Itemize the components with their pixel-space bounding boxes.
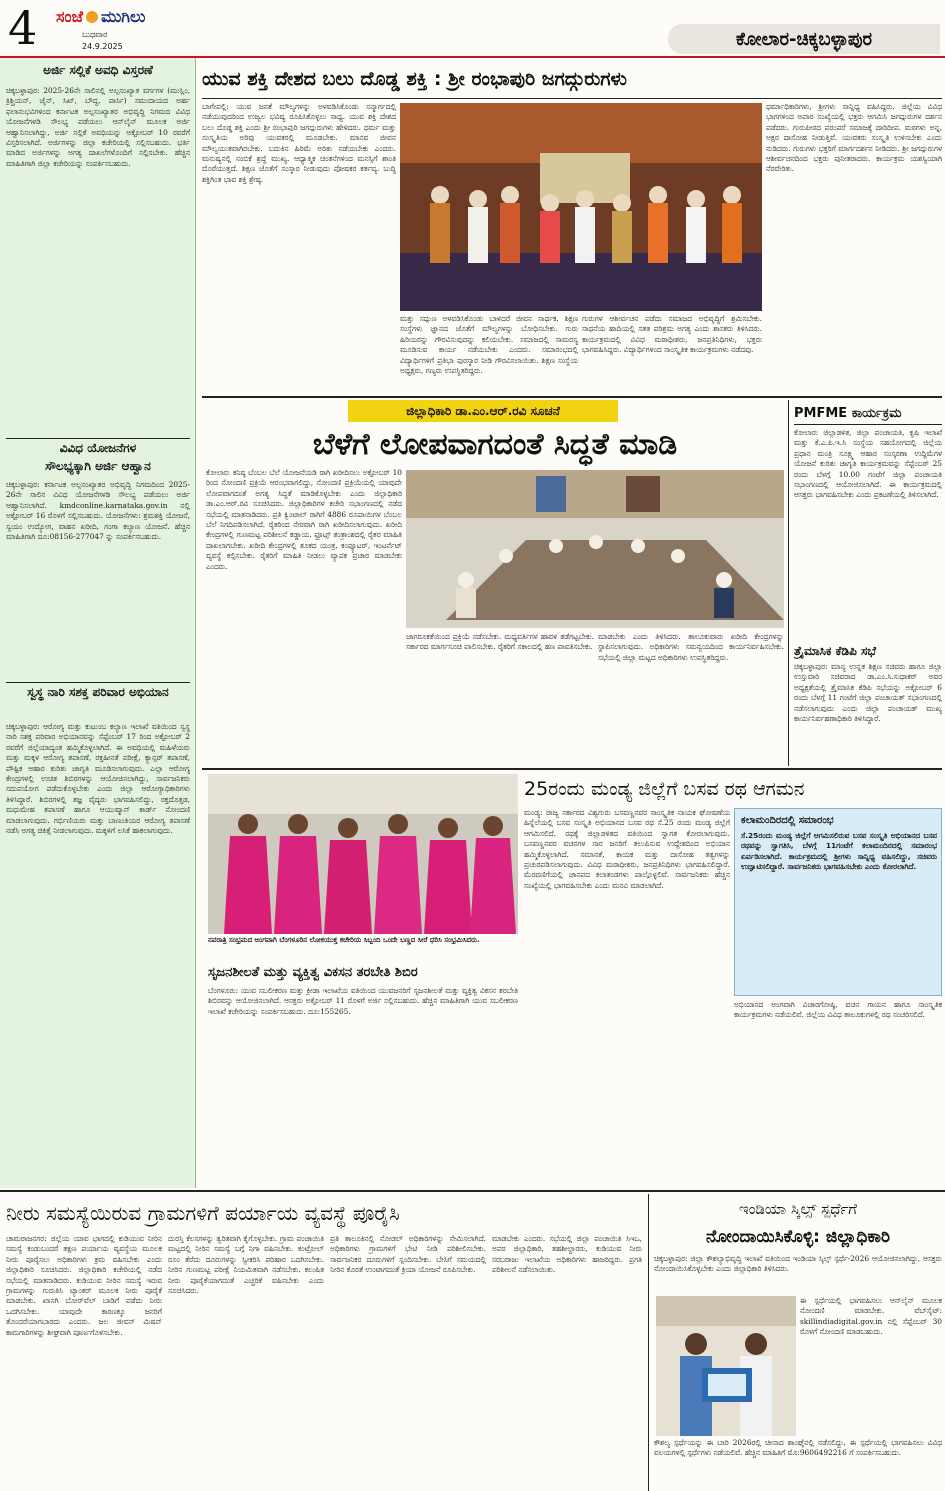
top-story-col-4 xyxy=(606,314,607,315)
sidebar-article-2-title-1: ವಿವಿಧ ಯೋಜನೆಗಳ xyxy=(59,442,137,455)
sidebar-article-1-body: ಚಿಕ್ಕಬಳ್ಳಾಪುರ: 2025-26ನೇ ಸಾಲಿನಲ್ಲಿ ಅಲ್ಪಸಂಖ್ಯಾತ ವರ್ಗಗಳ (ಮುಸ್ಲಿಂ, ಕ್ರಿಶ್ಚಿಯನ್, ಜೈನ್, ಸಿಖ್, ಬೌದ್ಧ, ಪಾರ್ಸಿ) ಸಮುದಾಯದ ಅರ್ಹ ಫಲಾನುಭವಿಗಳಿಂದ ಕರ್ನಾಟಕ ಅಲ್ಪಸಂಖ್ಯಾತರ ಅಭಿವೃದ್ಧಿ ನಿಗಮದ ವಿವಿಧ ಯೋಜನೆಗಳಡಿ ಸೌಲಭ್ಯ ಪಡೆಯಲು ಆನ್‌ಲೈನ್ ಮೂಲಕ ಅರ್ಜಿ ಆಹ್ವಾನಿಸಲಾಗಿದ್ದು, ಅರ್ಜಿ ಸಲ್ಲಿಕೆ ಅವಧಿಯನ್ನು ಅಕ್ಟೋಬರ್ 10 ರವರೆಗೆ ವಿಸ್ತರಿಸಲಾಗಿದೆ. ಅರ್ಜಿಗಳನ್ನು ಜಿಲ್ಲಾ ಕಚೇರಿಯಲ್ಲಿ ಸಲ್ಲಿಸಬಹುದು. ಭರ್ತಿ ಮಾಡಿದ ಅರ್ಜಿಗಳನ್ನು ಅಗತ್ಯ ದಾಖಲೆಗಳೊಂದಿಗೆ ಸಲ್ಲಿಸಬೇಕು. ಹೆಚ್ಚಿನ ಮಾಹಿತಿಗಾಗಿ ಜಿಲ್ಲಾ ಕಚೇರಿಯನ್ನು ಸಂಪರ್ಕಿಸಬಹುದು. xyxy=(6,86,190,168)
water-col-1: ಚಾಮರಾಜನಗರ: ಜಿಲ್ಲೆಯ ಯಾವ ಭಾಗದಲ್ಲಿ ಕುಡಿಯುವ ನೀರಿನ ಸಮಸ್ಯೆ ಕಂಡುಬಂದರೆ ತಕ್ಷಣ ಪರ್ಯಾಯ ವ್ಯವಸ್ಥೆಯ ಮೂಲಕ ನೀರು ಪೂರೈಸಲು ಅಧಿಕಾರಿಗಳು ಕ್ರಮ ವಹಿಸಬೇಕು ಎಂದು ಜಿಲ್ಲಾಧಿಕಾರಿ ಸೂಚಿಸಿದರು. ಜಿಲ್ಲಾಧಿಕಾರಿ ಕಚೇರಿಯಲ್ಲಿ ನಡೆದ ಸಭೆಯಲ್ಲಿ ಮಾತನಾಡಿದರು. ಕುಡಿಯುವ ನೀರಿನ ಸಮಸ್ಯೆ ಇರುವ ಗ್ರಾಮಗಳನ್ನು ಗುರುತಿಸಿ ಟ್ಯಾಂಕರ್ ಮೂಲಕ ನೀರು ಪೂರೈಕೆ ಮಾಡಬೇಕು. ಖಾಸಗಿ ಬೋರ್‌ವೆಲ್ ಬಾಡಿಗೆ ಪಡೆದು ನೀರು ಒದಗಿಸಬೇಕು. ಯಾವುದೇ ಕಾರಣಕ್ಕೂ ಜನರಿಗೆ ತೊಂದರೆಯಾಗಬಾರದು ಎಂದರು. ಜಲ ಜೀವನ್ ಮಿಷನ್ ಕಾಮಗಾರಿಗಳನ್ನು ಶೀಘ್ರವಾಗಿ ಪೂರ್ಣಗೊಳಿಸಬೇಕು. xyxy=(6,1234,162,1337)
top-story-photo xyxy=(400,103,762,311)
top-story-rule xyxy=(202,98,942,99)
basava-box-title: ಕಲಾಮಂದಿರದಲ್ಲಿ ಸಮಾರಂಭ xyxy=(741,815,834,826)
sidebar-article-2-title-2: ಸೌಲಭ್ಯಕ್ಕಾಗಿ ಅರ್ಜಿ ಆಹ್ವಾನ xyxy=(45,460,151,473)
left-sidebar xyxy=(0,58,196,1188)
sidebar-article-2-body: ಚಿಕ್ಕಬಳ್ಳಾಪುರ: ಕರ್ನಾಟಕ ಅಲ್ಪಸಂಖ್ಯಾತರ ಅಭಿವೃದ್ಧಿ ನಿಗಮದಿಂದ 2025-26ನೇ ಸಾಲಿನ ವಿವಿಧ ಯೋಜನೆಗಳಡಿ ಸೌಲಭ್ಯ ಪಡೆಯಲು ಅರ್ಜಿ ಆಹ್ವಾನಿಸಲಾಗಿದೆ. kmdconline.karnataka.gov.in ನಲ್ಲಿ ಅಕ್ಟೋಬರ್ 16 ರೊಳಗೆ ಸಲ್ಲಿಸಬಹುದು. ಯೋಜನೆಗಳು: ಶ್ರಮಶಕ್ತಿ ಯೋಜನೆ, ಸ್ವಯಂ ಉದ್ಯೋಗ, ವಾಹನ ಖರೀದಿ, ಗಂಗಾ ಕಲ್ಯಾಣ ಯೋಜನೆ. ಹೆಚ್ಚಿನ ಮಾಹಿತಿಗಾಗಿ ದೂ:08156-277047 ನ್ನು ಸಂಪರ್ಕಿಸಬಹುದು. xyxy=(6,480,190,542)
bottom-band-rule xyxy=(0,1190,945,1192)
basava-body: ಮಂಡ್ಯ: ರಾಜ್ಯ ಸರ್ಕಾರದ ವಿಶ್ವಗುರು ಬಸವಣ್ಣನವರ ಸಾಂಸ್ಕೃತಿಕ ನಾಯಕ ಘೋಷಣೆಯ ಹಿನ್ನೆಲೆಯಲ್ಲಿ ಬಸವ ಸಂಸ್ಕೃತಿ ಅಭಿಯಾನದ ಬಸವ ರಥ ಸೆ.25 ರಂದು ಮಂಡ್ಯ ಜಿಲ್ಲೆಗೆ ಆಗಮಿಸಲಿದೆ. ರಥಕ್ಕೆ ಜಿಲ್ಲಾಡಳಿತದ ವತಿಯಿಂದ ಸ್ವಾಗತ ಕೋರಲಾಗುವುದು. ಬಸವಣ್ಣನವರ ವಚನಗಳ ಸಾರ ಜನರಿಗೆ ತಲುಪಿಸುವ ಉದ್ದೇಶದಿಂದ ಅಭಿಯಾನ ಹಮ್ಮಿಕೊಳ್ಳಲಾಗಿದೆ. ಸಮಾನತೆ, ಕಾಯಕ ಮತ್ತು ದಾಸೋಹ ತತ್ವಗಳನ್ನು ಪ್ರಚುರಪಡಿಸಲಾಗುವುದು. ವಿವಿಧ ಮಠಾಧೀಶರು, ಜನಪ್ರತಿನಿಧಿಗಳು ಭಾಗವಹಿಸಲಿದ್ದಾರೆ. ಮೆರವಣಿಗೆಯಲ್ಲಿ ಜಾನಪದ ಕಲಾತಂಡಗಳು ಪಾಲ್ಗೊಳ್ಳಲಿವೆ. ಸಾರ್ವಜನಿಕರು ಹೆಚ್ಚಿನ ಸಂಖ್ಯೆಯಲ್ಲಿ ಭಾಗವಹಿಸಬೇಕು ಎಂದು ಮನವಿ ಮಾಡಲಾಗಿದೆ. xyxy=(524,808,730,890)
dc-story-col-3: ಮಾಡಬೇಕು ಎಂದು ತಿಳಿಸಿದರು. ತಾಲೂಕುವಾರು ಖರೀದಿ ಕೇಂದ್ರಗಳನ್ನು ಸ್ಥಾಪಿಸಲಾಗುವುದು. ಅಧಿಕಾರಿಗಳು ಸಮನ್ವಯದಿಂದ ಕಾರ್ಯನಿರ್ವಹಿಸಬೇಕು. ಸಭೆಯಲ್ಲಿ ಜಿಲ್ಲಾ ಮಟ್ಟದ ಅಧಿಕಾರಿಗಳು ಉಪಸ್ಥಿತರಿದ್ದರು. xyxy=(598,632,784,662)
navaratri-caption: ನವರಾತ್ರಿ ಸಂಭ್ರಮದ ಅಂಗವಾಗಿ ಬೆಂಗಳೂರಿನ ಲೋಕಯುಕ್ತ ಕಚೇರಿಯ ಸಿಬ್ಬಂದಿ ಒಂದೇ ಬಣ್ಣದ ಸೀರೆ ಧರಿಸಿ ಸಂಭ್ರಮಿಸಿದರು. xyxy=(208,936,480,944)
sidebar-article-3-body: ಚಿಕ್ಕಬಳ್ಳಾಪುರ: ಆರೋಗ್ಯ ಮತ್ತು ಕುಟುಂಬ ಕಲ್ಯಾಣ ಇಲಾಖೆ ವತಿಯಿಂದ ಸ್ವಸ್ಥ ನಾರಿ ಸಶಕ್ತ ಪರಿವಾರ ಅಭಿಯಾನವನ್ನು ಸೆಪ್ಟೆಂಬರ್ 17 ರಿಂದ ಅಕ್ಟೋಬರ್ 2 ರವರೆಗೆ ಜಿಲ್ಲೆಯಾದ್ಯಂತ ಹಮ್ಮಿಕೊಳ್ಳಲಾಗಿದೆ. ಈ ಅವಧಿಯಲ್ಲಿ ಮಹಿಳೆಯರು ಮತ್ತು ಮಕ್ಕಳ ಆರೋಗ್ಯ ತಪಾಸಣೆ, ರಕ್ತಹೀನತೆ ಪರೀಕ್ಷೆ, ಕ್ಯಾನ್ಸರ್ ತಪಾಸಣೆ, ಪೌಷ್ಟಿಕ ಆಹಾರ ಕುರಿತು ಜಾಗೃತಿ ಮೂಡಿಸಲಾಗುವುದು. ಎಲ್ಲಾ ಆರೋಗ್ಯ ಕೇಂದ್ರಗಳಲ್ಲಿ ಉಚಿತ ಶಿಬಿರಗಳನ್ನು ಆಯೋಜಿಸಲಾಗಿದ್ದು, ಸಾರ್ವಜನಿಕರು ಸದುಪಯೋಗ ಪಡೆದುಕೊಳ್ಳಬೇಕು ಎಂದು ಜಿಲ್ಲಾ ಆರೋಗ್ಯಾಧಿಕಾರಿಗಳು ತಿಳಿಸಿದ್ದಾರೆ. ಶಿಬಿರಗಳಲ್ಲಿ ತಜ್ಞ ವೈದ್ಯರು ಭಾಗವಹಿಸಲಿದ್ದು, ರಕ್ತದೊತ್ತಡ, ಮಧುಮೇಹ ತಪಾಸಣೆ ಹಾಗೂ ಆಯುಷ್ಮಾನ್ ಕಾರ್ಡ್ ನೋಂದಣಿ ಮಾಡಲಾಗುವುದು. ಗರ್ಭಿಣಿಯರು ಮತ್ತು ಬಾಣಂತಿಯರ ಆರೋಗ್ಯ ತಪಾಸಣೆ ನಡೆಸಿ ಅಗತ್ಯ ಚಿಕಿತ್ಸೆ ನೀಡಲಾಗುವುದು. ಮಕ್ಕಳಿಗೆ ಲಸಿಕೆ ಹಾಕಲಾಗುವುದು. xyxy=(6,722,190,836)
basava-headline: 25ರಂದು ಮಂಡ್ಯ ಜಿಲ್ಲೆಗೆ ಬಸವ ರಥ ಆಗಮನ xyxy=(524,778,805,800)
sidebar-article-1-title: ಅರ್ಜಿ ಸಲ್ಲಿಕೆ ಅವಧಿ ವಿಸ್ತರಣೆ xyxy=(43,64,153,77)
kdp-title: ತ್ರೈಮಾಸಿಕ ಕೆಡಿಪಿ ಸಭೆ xyxy=(794,644,876,658)
water-col-3: ಪ್ರತಿ ತಾಲೂಕಿನಲ್ಲಿ ನೋಡಲ್ ಅಧಿಕಾರಿಗಳನ್ನು ನೇಮಿಸಲಾಗಿದೆ. ಅಧಿಕಾರಿಗಳು ಗ್ರಾಮಗಳಿಗೆ ಭೇಟಿ ನೀಡಿ ಪರಿಶೀಲಿಸಬೇಕು. ಸಾರ್ವಜನಿಕರ ದೂರುಗಳಿಗೆ ಸ್ಪಂದಿಸಬೇಕು. ಬೇಸಿಗೆ ಸಮಯದಲ್ಲಿ ನೀರಿನ ಕೊರತೆ ಉಂಟಾಗದಂತೆ ಕ್ರಿಯಾ ಯೋಜನೆ ರೂಪಿಸಬೇಕು. xyxy=(330,1234,486,1275)
skills-intro: ಚಿಕ್ಕಬಳ್ಳಾಪುರ: ಜಿಲ್ಲಾ ಕೌಶಲ್ಯಾಭಿವೃದ್ಧಿ ಇಲಾಖೆ ವತಿಯಿಂದ ಇಂಡಿಯಾ ಸ್ಕಿಲ್ಸ್ ಸ್ಪರ್ಧೆ-2026 ಆಯೋಜಿಸಲಾಗಿದ್ದು, ಆಸಕ್ತರು ನೋಂದಾಯಿಸಿಕೊಳ್ಳಬೇಕು ಎಂದು ಜಿಲ್ಲಾಧಿಕಾರಿ ತಿಳಿಸಿದರು. xyxy=(654,1254,942,1274)
logo-part-1: ಸಂಜೆ xyxy=(56,7,83,26)
top-story-col-2: ಮತ್ತು ಸದ್ಗುಣ ಅಳವಡಿಸಿಕೊಂಡು ಬಾಳಿದರೆ ಜೀವನ ಸಾರ್ಥಕ. ಶಿಕ್ಷಣ ಸಂಸ್ಥೆಗಳು ಜ್ಞಾನದ ಜೊತೆಗೆ ಮೌಲ್ಯಗಳನ್ನು ಬೋಧಿಸಬೇಕು. ಗುರು ಹಿರಿಯರನ್ನು ಗೌರವಿಸುವುದನ್ನು ಕಲಿಯಬೇಕು. ಸಮಾಜದಲ್ಲಿ ಸಾಮರಸ್ಯ ಮೂಡಿಸುವ ಕಾರ್ಯ ನಡೆಯಬೇಕು ಎಂದರು. ಸಮಾರಂಭದಲ್ಲಿ ವಿದ್ಯಾರ್ಥಿಗಳಿಗೆ ಪ್ರತಿಭಾ ಪುರಸ್ಕಾರ ನೀಡಿ ಗೌರವಿಸಲಾಯಿತು. ಶಿಕ್ಷಣ ಸಂಸ್ಥೆಯ ಅಧ್ಯಕ್ಷರು, ಗಣ್ಯರು ಉಪಸ್ಥಿತರಿದ್ದರು. xyxy=(400,314,578,376)
skills-photo xyxy=(656,1296,796,1436)
dc-story-col-1: ಕೋಲಾರ: ಕನಿಷ್ಠ ಬೆಂಬಲ ಬೆಲೆ ಯೋಜನೆಯಡಿ ರಾಗಿ ಖರೀದಿಸಲು ಅಕ್ಟೋಬರ್ 10 ರಿಂದ ನೋಂದಣಿ ಪ್ರಕ್ರಿಯೆ ಆರಂಭವಾಗಲಿದ್ದು, ನೋಂದಣಿ ಪ್ರಕ್ರಿಯೆಯಲ್ಲಿ ಯಾವುದೇ ಲೋಪವಾಗದಂತೆ ಅಗತ್ಯ ಸಿದ್ಧತೆ ಮಾಡಿಕೊಳ್ಳಬೇಕು ಎಂದು ಜಿಲ್ಲಾಧಿಕಾರಿ ಡಾ.ಎಂ.ಆರ್.ರವಿ ಸೂಚಿಸಿದರು. ಜಿಲ್ಲಾಧಿಕಾರಿಗಳ ಕಚೇರಿ ಸಭಾಂಗಣದಲ್ಲಿ ನಡೆದ ಸಭೆಯಲ್ಲಿ ಮಾತನಾಡಿದರು. ಪ್ರತಿ ಕ್ವಿಂಟಾಲ್ ರಾಗಿಗೆ 4886 ರೂಪಾಯಿಗಳ ಬೆಂಬಲ ಬೆಲೆ ನಿಗದಿಪಡಿಸಲಾಗಿದೆ. ರೈತರಿಂದ ನೇರವಾಗಿ ರಾಗಿ ಖರೀದಿಸಲಾಗುವುದು. ಖರೀದಿ ಕೇಂದ್ರಗಳಲ್ಲಿ ಗುಣಮಟ್ಟ ಪರಿಶೀಲನೆ ಕಡ್ಡಾಯ. ಫ್ರೂಟ್ಸ್ ತಂತ್ರಾಂಶದಲ್ಲಿ ರೈತರ ಮಾಹಿತಿ ದಾಖಲಾಗಬೇಕು. ಖರೀದಿ ಕೇಂದ್ರಗಳಲ್ಲಿ ತೂಕದ ಯಂತ್ರ, ಕಂಪ್ಯೂಟರ್, ಇಂಟರ್ನೆಟ್ ವ್ಯವಸ್ಥೆ ಕಲ್ಪಿಸಬೇಕು. ರೈತರಿಗೆ ಮಾಹಿತಿ ನೀಡಲು ವ್ಯಾಪಕ ಪ್ರಚಾರ ಮಾಡಬೇಕು ಎಂದರು. xyxy=(206,468,402,571)
section-banner: ಕೋಲಾರ-ಚಿಕ್ಕಬಳ್ಳಾಪುರ xyxy=(668,24,940,54)
masthead-logo xyxy=(56,4,236,30)
dc-meeting-photo xyxy=(406,470,784,628)
dc-story-col-2: ಜಾಗರೂಕತೆಯಿಂದ ಪ್ರಕ್ರಿಯೆ ನಡೆಸಬೇಕು. ಮಧ್ಯವರ್ತಿಗಳ ಹಾವಳಿ ತಡೆಗಟ್ಟಬೇಕು. ಸರ್ಕಾರದ ಮಾರ್ಗಸೂಚಿ ಪಾಲಿಸಬೇಕು. ರೈತರಿಗೆ ಸಕಾಲದಲ್ಲಿ ಹಣ ಪಾವತಿಸಬೇಕು. xyxy=(406,632,594,652)
skills-side: ಈ ಸ್ಪರ್ಧೆಯಲ್ಲಿ ಭಾಗವಹಿಸಲು ಆನ್‌ಲೈನ್ ಮೂಲಕ ನೋಂದಣಿ ಮಾಡಬೇಕು. ವೆಬ್‌ಸೈಟ್: skillindiadigital.gov.in ನಲ್ಲಿ ಸೆಪ್ಟೆಂಬರ್ 30 ರೊಳಗೆ ನೋಂದಣಿ ಮಾಡಬಹುದು. xyxy=(800,1296,942,1337)
basava-box xyxy=(734,808,942,996)
skills-headline-2: ನೋಂದಾಯಿಸಿಕೊಳ್ಳಿ: ಜಿಲ್ಲಾಧಿಕಾರಿ xyxy=(706,1227,890,1247)
top-story-col-5: ಧರ್ಮಾಧಿಕಾರಿಗಳು, ಶ್ರೀಗಳು ಸಾನ್ನಿಧ್ಯ ವಹಿಸಿದ್ದರು. ಜಿಲ್ಲೆಯ ವಿವಿಧ ಭಾಗಗಳಿಂದ ಅಪಾರ ಸಂಖ್ಯೆಯಲ್ಲಿ ಭಕ್ತರು ಆಗಮಿಸಿ ಜಗದ್ಗುರುಗಳ ದರ್ಶನ ಪಡೆದರು. ಗುರುಪೀಠದ ಪರಂಪರೆ ಸಮಾಜಕ್ಕೆ ದಾರಿದೀಪ. ಮಠಗಳು ಅನ್ನ, ಅಕ್ಷರ ದಾಸೋಹ ನೀಡುತ್ತಿವೆ. ಯುವಕರು ಸಂಸ್ಕೃತಿ ಉಳಿಸಬೇಕು ಎಂದು ನುಡಿದರು. ಗುರುಗಳು ಭಕ್ತರಿಗೆ ಮಾರ್ಗದರ್ಶನ ನೀಡಿದರು. ಶ್ರೀ ಜಗದ್ಗುರುಗಳ ಆಶೀರ್ವಚನದಿಂದ ಭಕ್ತರು ಪುನೀತರಾದರು. ಕಾರ್ಯಕ್ರಮ ಯಶಸ್ವಿಯಾಗಿ ನೆರವೇರಿತು. xyxy=(766,102,942,174)
dc-story-tag: ಜಿಲ್ಲಾಧಿಕಾರಿ ಡಾ.ಎಂ.ಆರ್.ರವಿ ಸೂಚನೆ xyxy=(348,400,618,422)
skills-bottom: ಕೌಶಲ್ಯ ಸ್ಪರ್ಧೆಯನ್ನು ಈ ಬಾರಿ 2026ರಲ್ಲಿ ಚೀನಾದ ಶಾಂಘೈನಲ್ಲಿ ನಡೆಸಲಿದ್ದು, ಈ ಸ್ಪರ್ಧೆಯಲ್ಲಿ ಭಾಗವಹಿಸಲು ವಿವಿಧ ವಲಯಗಳಲ್ಲಿ ಸ್ಪರ್ಧೆಗಳು ನಡೆಯಲಿವೆ. ಹೆಚ್ಚಿನ ಮಾಹಿತಿಗೆ ಮೊ:9606492216 ಗೆ ಸಂಪರ್ಕಿಸಬಹುದು. xyxy=(654,1438,942,1458)
dc-story-right-rule xyxy=(788,400,789,766)
top-story-col-1: ಬಾಗೇಪಲ್ಲಿ: ಯುವ ಜನತೆ ಮೌಲ್ಯಗಳನ್ನು ಅಳವಡಿಸಿಕೊಂಡು ಸನ್ಮಾರ್ಗದಲ್ಲಿ ನಡೆಯುವುದರಿಂದ ಉಜ್ವಲ ಭವಿಷ್ಯ ರೂಪಿಸಿಕೊಳ್ಳಲು ಸಾಧ್ಯ. ಯುವ ಶಕ್ತಿ ದೇಶದ ಬಲು ದೊಡ್ಡ ಶಕ್ತಿ ಎಂದು ಶ್ರೀ ರಂಭಾಪುರಿ ಜಗದ್ಗುರುಗಳು ಹೇಳಿದರು. ಧರ್ಮ ಮತ್ತು ಸಂಸ್ಕೃತಿಯ ಅರಿವು ಯುವಕರಲ್ಲಿ ಮೂಡಬೇಕು. ಮಾನವ ಜೀವನ ಮೌಲ್ಯಯುತವಾಗಿರಬೇಕು. ಬದುಕಿನ ಹಿರಿಮೆ ಅರಿತು ನಡೆಯಬೇಕು ಎಂದರು. ಮನುಷ್ಯನಲ್ಲಿ ನಂಬಿಕೆ ಶ್ರದ್ಧೆ ಮುಖ್ಯ. ಆಧ್ಯಾತ್ಮಿಕ ಚಿಂತನೆಗಳಿಂದ ಮನಸ್ಸಿಗೆ ಶಾಂತಿ ದೊರೆಯುತ್ತದೆ. ಶಿಕ್ಷಣ ಜೊತೆಗೆ ಸಂಸ್ಕಾರ ನೀಡುವುದು ಪೋಷಕರ ಕರ್ತವ್ಯ. ಬುದ್ಧಿ ಶಕ್ತಿಗಿಂತ ಭಾವ ಶಕ್ತಿ ಶ್ರೇಷ್ಠ. xyxy=(202,102,396,184)
sidebar-divider-1 xyxy=(6,438,190,439)
weekday: ಬುಧವಾರ xyxy=(82,30,108,39)
kdp-body: ಚಿಕ್ಕಬಳ್ಳಾಪುರ: ಮಾನ್ಯ ಉನ್ನತ ಶಿಕ್ಷಣ ಸಚಿವರು ಹಾಗೂ ಜಿಲ್ಲಾ ಉಸ್ತುವಾರಿ ಸಚಿವರಾದ ಡಾ.ಎಂ.ಸಿ.ಸುಧಾಕರ್ ಅವರ ಅಧ್ಯಕ್ಷತೆಯಲ್ಲಿ ತ್ರೈಮಾಸಿಕ ಕೆಡಿಪಿ ಸಭೆಯನ್ನು ಅಕ್ಟೋಬರ್ 6 ರಂದು ಬೆಳಗ್ಗೆ 11 ಗಂಟೆಗೆ ಜಿಲ್ಲಾ ಪಂಚಾಯತ್ ಸಭಾಂಗಣದಲ್ಲಿ ನಡೆಸಲಾಗುವುದು ಎಂದು ಜಿಲ್ಲಾ ಪಂಚಾಯತ್ ಮುಖ್ಯ ಕಾರ್ಯನಿರ್ವಹಣಾಧಿಕಾರಿ ತಿಳಿಸಿದ್ದಾರೆ. xyxy=(794,662,942,724)
skills-headline-1: ಇಂಡಿಯಾ ಸ್ಕಿಲ್ಸ್ ಸ್ಪರ್ಧೆಗೆ xyxy=(738,1200,858,1218)
basava-after-box: ಅಭಿಯಾನದ ಅಂಗವಾಗಿ ವಿಚಾರಗೋಷ್ಠಿ, ವಚನ ಗಾಯನ ಹಾಗೂ ಸಾಂಸ್ಕೃತಿಕ ಕಾರ್ಯಕ್ರಮಗಳು ನಡೆಯಲಿವೆ. ಜಿಲ್ಲೆಯ ವಿವಿಧ ತಾಲೂಕುಗಳಲ್ಲಿ ರಥ ಸಂಚರಿಸಲಿದೆ. xyxy=(734,1000,942,1020)
water-col-2: ದುರಸ್ತಿ ಕೆಲಸಗಳನ್ನು ತ್ವರಿತವಾಗಿ ಕೈಗೊಳ್ಳಬೇಕು. ಗ್ರಾಮ ಪಂಚಾಯಿತಿ ಮಟ್ಟದಲ್ಲಿ ನೀರಿನ ಸಮಸ್ಯೆ ಬಗ್ಗೆ ನಿಗಾ ವಹಿಸಬೇಕು. ಕಂಟ್ರೋಲ್ ರೂಂ ತೆರೆದು ದೂರುಗಳನ್ನು ಸ್ವೀಕರಿಸಿ ಪರಿಹಾರ ಒದಗಿಸಬೇಕು. ನೀರಿನ ಗುಣಮಟ್ಟ ಪರೀಕ್ಷೆ ನಿಯಮಿತವಾಗಿ ನಡೆಸಬೇಕು. ಕಲುಷಿತ ನೀರು ಪೂರೈಕೆಯಾಗದಂತೆ ಎಚ್ಚರಿಕೆ ವಹಿಸಬೇಕು ಎಂದು ಸೂಚಿಸಿದರು. xyxy=(168,1234,324,1296)
navaratri-photo xyxy=(208,774,518,934)
top-story-col-3: ಗುರುಗಳ ಆಶೀರ್ವಚನ ಪಡೆದು ಸಮಾಜದ ಅಭಿವೃದ್ಧಿಗೆ ಶ್ರಮಿಸಬೇಕು. ಸಾಧನೆಯ ಹಾದಿಯಲ್ಲಿ ಸತತ ಪರಿಶ್ರಮ ಅಗತ್ಯ ಎಂದು ಶಾಸಕರು ತಿಳಿಸಿದರು. ಕಾರ್ಯಕ್ರಮದಲ್ಲಿ ವಿವಿಧ ಮಠಾಧೀಶರು, ಜನಪ್ರತಿನಿಧಿಗಳು, ಭಕ್ತರು ಭಾಗವಹಿಸಿದ್ದರು. ವಿದ್ಯಾರ್ಥಿಗಳಿಂದ ಸಾಂಸ್ಕೃತಿಕ ಕಾರ್ಯಕ್ರಮಗಳು ನಡೆದವು. xyxy=(582,314,762,355)
issue-date: 24.9.2025 xyxy=(82,42,123,51)
water-col-4: ಮಾಡಬೇಕು ಎಂದರು. ಸಭೆಯಲ್ಲಿ ಜಿಲ್ಲಾ ಪಂಚಾಯಿತಿ ಸಿಇಒ, ಅಪರ ಜಿಲ್ಲಾಧಿಕಾರಿ, ತಹಶೀಲ್ದಾರರು, ಕುಡಿಯುವ ನೀರು ಸರಬರಾಜು ಇಲಾಖೆಯ ಅಧಿಕಾರಿಗಳು ಹಾಜರಿದ್ದರು. ಪ್ರಗತಿ ಪರಿಶೀಲನೆ ನಡೆಸಲಾಯಿತು. xyxy=(492,1234,642,1275)
workshop-body: ಬೆಂಗಳೂರು: ಯುವ ಸಬಲೀಕರಣ ಮತ್ತು ಕ್ರೀಡಾ ಇಲಾಖೆಯ ವತಿಯಿಂದ ಯುವಜನರಿಗೆ ಸೃಜನಶೀಲತೆ ಮತ್ತು ವ್ಯಕ್ತಿತ್ವ ವಿಕಸನ ತರಬೇತಿ ಶಿಬಿರವನ್ನು ಆಯೋಜಿಸಲಾಗಿದೆ. ಆಸಕ್ತರು ಅಕ್ಟೋಬರ್ 11 ರೊಳಗೆ ಅರ್ಜಿ ಸಲ್ಲಿಸಬಹುದು. ಹೆಚ್ಚಿನ ಮಾಹಿತಿಗಾಗಿ ಯುವ ಸಬಲೀಕರಣ ಇಲಾಖೆ ಕಚೇರಿಯನ್ನು ಸಂಪರ್ಕಿಸಬಹುದು. ದೂ:155265. xyxy=(208,986,518,1016)
dc-story-headline: ಬೆಳೆಗೆ ಲೋಪವಾಗದಂತೆ ಸಿದ್ಧತೆ ಮಾಡಿ xyxy=(312,427,678,462)
top-story-bottom-rule xyxy=(202,396,942,398)
sun-icon xyxy=(86,11,98,23)
top-story-headline: ಯುವ ಶಕ್ತಿ ದೇಶದ ಬಲು ದೊಡ್ಡ ಶಕ್ತಿ : ಶ್ರೀ ರಂಭಾಪುರಿ ಜಗದ್ಗುರುಗಳು xyxy=(202,68,627,90)
masthead xyxy=(0,0,945,56)
page-number: 4 xyxy=(8,2,38,54)
water-headline: ನೀರು ಸಮಸ್ಯೆಯಿರುವ ಗ್ರಾಮಗಳಿಗೆ ಪರ್ಯಾಯ ವ್ಯವಸ್ಥೆ ಪೂರೈಸಿ xyxy=(6,1201,400,1225)
middle-band-rule xyxy=(202,768,942,770)
pmfme-title: PMFME ಕಾರ್ಯಕ್ರಮ xyxy=(794,406,902,421)
basava-box-body: ಸೆ.25ರಂದು ಮಂಡ್ಯ ಜಿಲ್ಲೆಗೆ ಆಗಮಿಸಲಿರುವ ಬಸವ ಸಂಸ್ಕೃತಿ ಅಭಿಯಾನದ ಬಸವ ರಥವನ್ನು ಸ್ವಾಗತಿಸಿ, ಬೆಳಗ್ಗೆ 11ಗಂಟೆಗೆ ಕಲಾಮಂದಿರದಲ್ಲಿ ಸಮಾರಂಭ ಏರ್ಪಡಿಸಲಾಗಿದೆ. ಕಾರ್ಯಕ್ರಮದಲ್ಲಿ ಶ್ರೀಗಳು ಸಾನ್ನಿಧ್ಯ ವಹಿಸಲಿದ್ದು, ಸಚಿವರು ಉದ್ಘಾಟಿಸಲಿದ್ದಾರೆ. ಸಾರ್ವಜನಿಕರು ಭಾಗವಹಿಸಬೇಕು ಎಂದು ಕೋರಲಾಗಿದೆ. xyxy=(741,831,937,872)
pmfme-rule xyxy=(794,424,942,425)
logo-part-2: ಮುಗಿಲು xyxy=(100,7,146,26)
workshop-title: ಸೃಜನಶೀಲತೆ ಮತ್ತು ವ್ಯಕ್ತಿತ್ವ ವಿಕಸನ ತರಬೇತಿ ಶಿಬಿರ xyxy=(208,965,418,980)
sidebar-article-3-title: ಸ್ವಸ್ಥ ನಾರಿ ಸಶಕ್ತ ಪರಿವಾರ ಅಭಿಯಾನ xyxy=(27,686,169,699)
sidebar-divider-2 xyxy=(6,682,190,683)
water-right-rule xyxy=(648,1194,649,1491)
pmfme-body: ಕೋಲಾರ: ಜಿಲ್ಲಾಡಳಿತ, ಜಿಲ್ಲಾ ಪಂಚಾಯತಿ, ಕೃಷಿ ಇಲಾಖೆ ಮತ್ತು ಕೆ.ಎ.ಪಿ.ಇ.ಸಿ ಸಂಸ್ಥೆಯ ಸಹಯೋಗದಲ್ಲಿ ಜಿಲ್ಲೆಯ ಪ್ರಧಾನ ಮಂತ್ರಿ ಸೂಕ್ಷ್ಮ ಆಹಾರ ಸಂಸ್ಕರಣಾ ಉದ್ದಿಮೆಗಳ ಯೋಜನೆ ಕುರಿತು ಜಾಗೃತಿ ಕಾರ್ಯಕ್ರಮವನ್ನು ಸೆಪ್ಟೆಂಬರ್ 25 ರಂದು ಬೆಳಗ್ಗೆ 10.00 ಗಂಟೆಗೆ ಜಿಲ್ಲಾ ಪಂಚಾಯತಿ ಸಭಾಂಗಣದಲ್ಲಿ ಆಯೋಜಿಸಲಾಗಿದೆ. ಈ ಕಾರ್ಯಕ್ರಮದಲ್ಲಿ ಆಸಕ್ತರು ಭಾಗವಹಿಸಬೇಕು ಎಂದು ಪ್ರಕಟಣೆಯಲ್ಲಿ ತಿಳಿಸಲಾಗಿದೆ. xyxy=(794,428,942,500)
